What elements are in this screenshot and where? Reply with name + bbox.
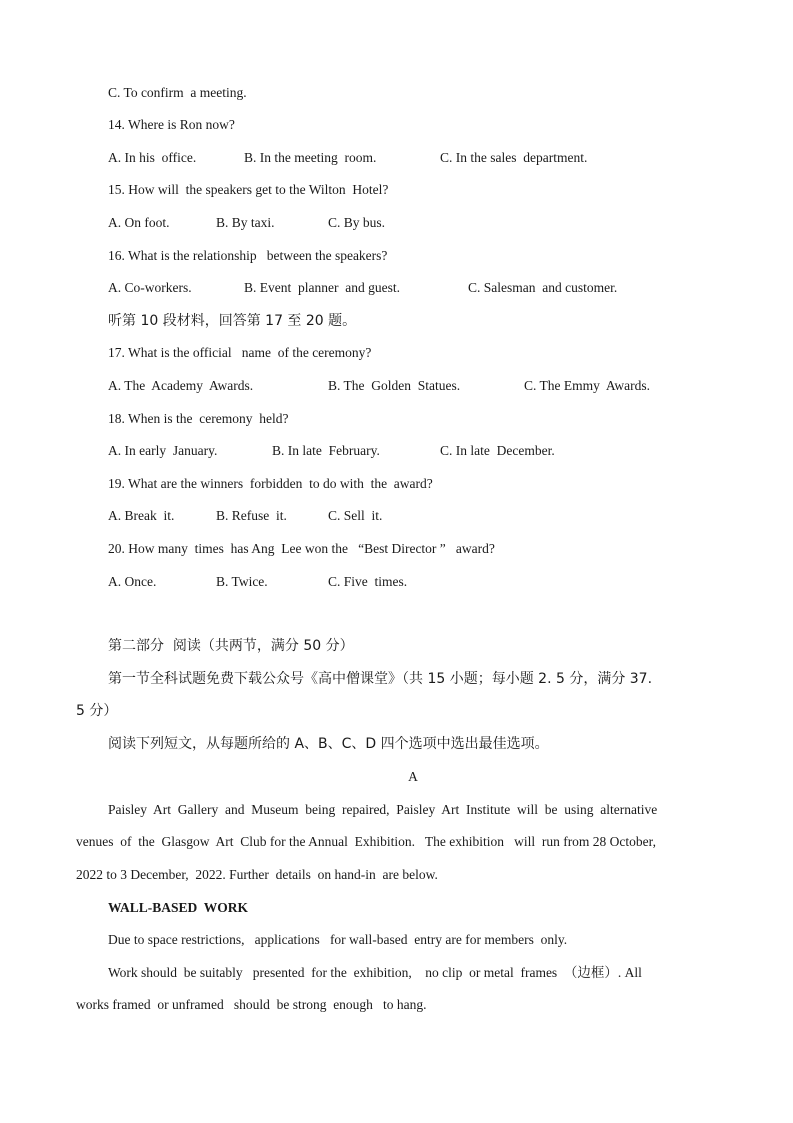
section10-instruction: 听第 10 段材料，回答第 17 至 20 题。: [108, 313, 357, 329]
q19-options: [0, 507, 793, 525]
q14-option-c: C. In the sales department.: [440, 150, 588, 165]
q16-option-b: B. Event planner and guest.: [244, 280, 400, 295]
para1-line1: Paisley Art Gallery and Museum being repaired, Paisley Art Institute will be using alternative: [108, 802, 658, 817]
reading-directions: 阅读下列短文，从每题所给的 A、B、C、D 四个选项中选出最佳选项。: [108, 736, 549, 752]
q18-option-b: B. In late February.: [272, 443, 380, 458]
q15-option-b: B. By taxi.: [216, 215, 275, 230]
q18-options: [0, 442, 793, 460]
q18-option-a: A. In early January.: [108, 443, 218, 458]
q14-option-b: B. In the meeting room.: [244, 150, 377, 165]
q17-option-c: C. The Emmy Awards.: [524, 378, 651, 393]
q14-option-a: A. In his office.: [108, 150, 197, 165]
q17-stem: 17. What is the official name of the ceremony?: [108, 345, 372, 360]
q19-stem: 19. What are the winners forbidden to do with the award?: [108, 476, 433, 491]
q14-options: [0, 149, 793, 167]
q20-option-a: A. Once.: [108, 574, 157, 589]
q19-option-c: C. Sell it.: [328, 508, 383, 523]
q17-option-b: B. The Golden Statues.: [328, 378, 461, 393]
q19-option-b: B. Refuse it.: [216, 508, 287, 523]
para1-line2: venues of the Glasgow Art Club for the Annual Exhibition. The exhibition will run from 28 October,: [76, 834, 656, 849]
q16-stem: 16. What is the relationship between the speakers?: [108, 248, 388, 263]
q18-stem: 18. When is the ceremony held?: [108, 411, 289, 426]
q20-stem: 20. How many times has Ang Lee won the “Best Director ” award?: [108, 541, 495, 556]
q15-option-c: C. By bus.: [328, 215, 386, 230]
para3-line2: works framed or unframed should be strong enough to hang.: [76, 997, 427, 1012]
q20-option-b: B. Twice.: [216, 574, 268, 589]
section-heading: WALL-BASED WORK: [108, 900, 249, 915]
para3-line1: Work should be suitably presented for the exhibition, no clip or metal frames （边框）. All: [108, 965, 642, 980]
part2-title: 第二部分 阅读（共两节，满分 50 分）: [108, 638, 354, 654]
q16-options: [0, 279, 793, 297]
para2: Due to space restrictions, applications for wall-based entry are for members only.: [108, 932, 568, 947]
q13-option-c: C. To confirm a meeting.: [108, 85, 247, 100]
q15-options: [0, 214, 793, 232]
q14-stem: 14. Where is Ron now?: [108, 117, 235, 132]
q16-option-a: A. Co-workers.: [108, 280, 192, 295]
q20-option-c: C. Five times.: [328, 574, 408, 589]
q16-option-c: C. Salesman and customer.: [468, 280, 618, 295]
para1-line3: 2022 to 3 December, 2022. Further details on hand-in are below.: [76, 867, 438, 882]
section1-title-line1: 第一节全科试题免费下载公众号《高中僧课堂》（共 15 小题；每小题 2. 5 分，满分 37.: [108, 671, 653, 687]
q20-options: [0, 573, 793, 591]
q15-stem: 15. How will the speakers get to the Wilton Hotel?: [108, 182, 389, 197]
q17-options: [0, 377, 793, 395]
q17-option-a: A. The Academy Awards.: [108, 378, 254, 393]
q15-option-a: A. On foot.: [108, 215, 170, 230]
section1-title-line2: 5 分）: [76, 703, 118, 719]
q19-option-a: A. Break it.: [108, 508, 175, 523]
q18-option-c: C. In late December.: [440, 443, 555, 458]
passage-letter: A: [408, 769, 418, 784]
